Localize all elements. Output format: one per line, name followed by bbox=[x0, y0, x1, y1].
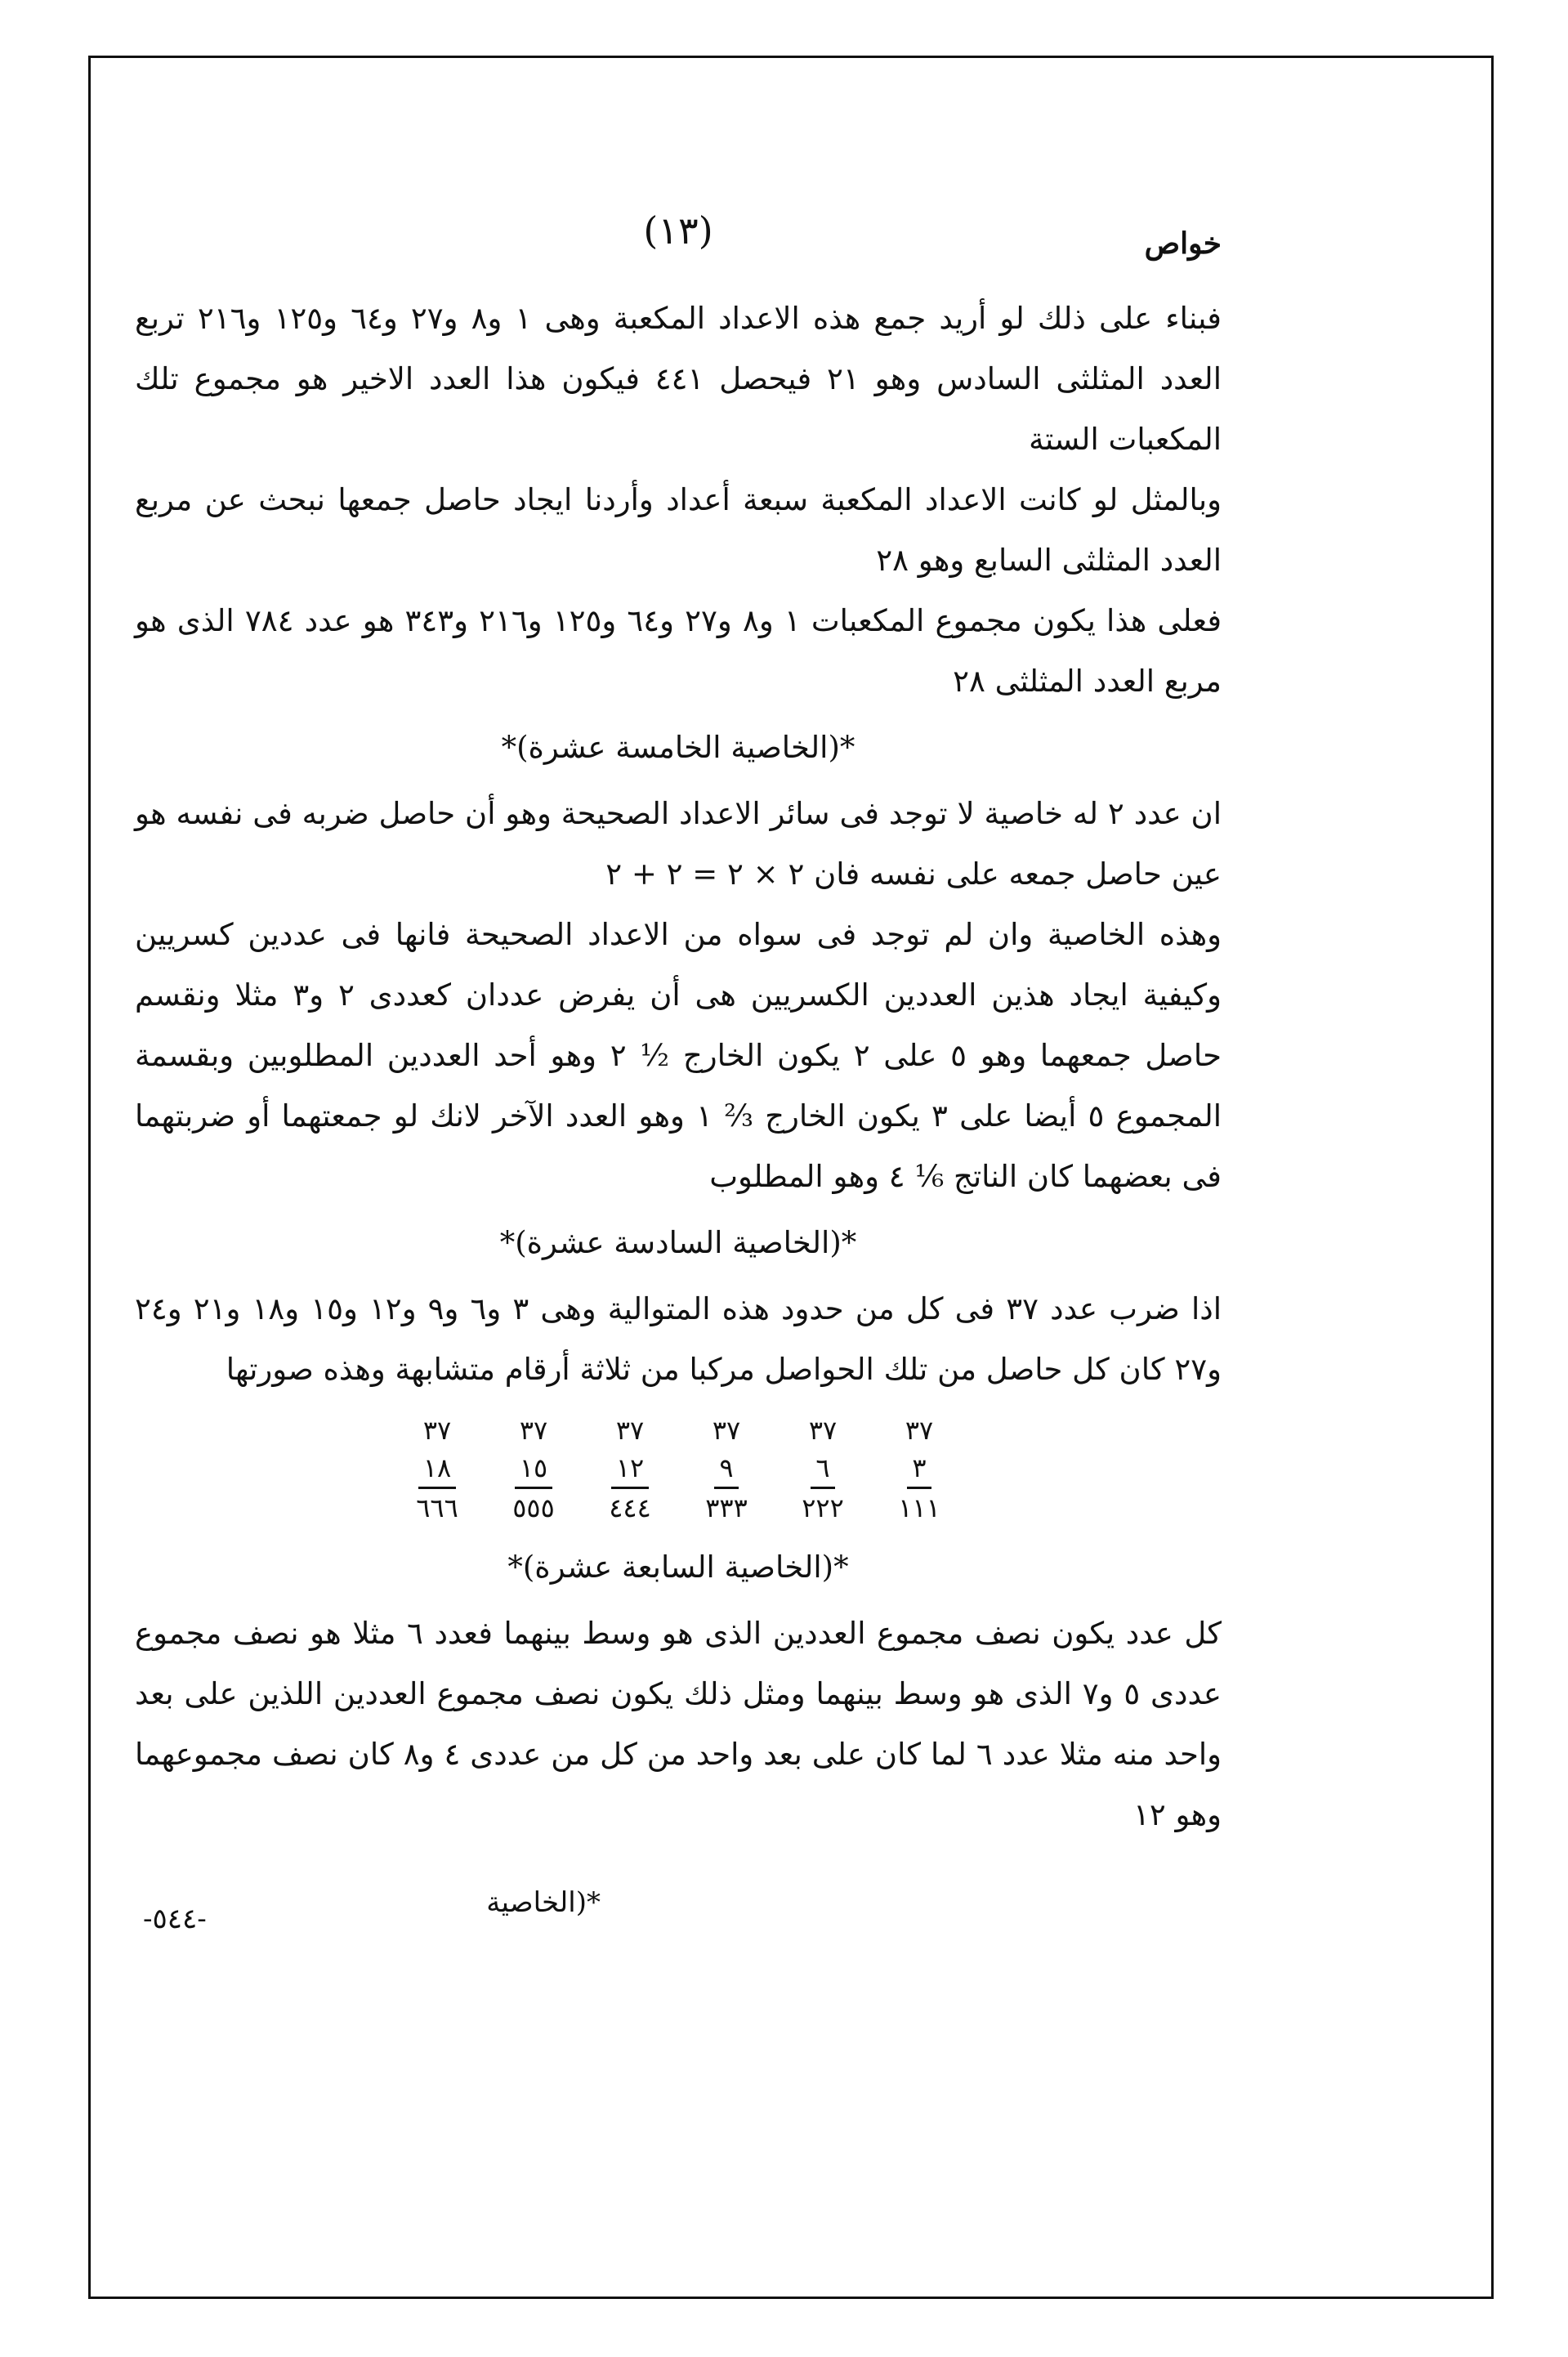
paragraph-4: ان عدد ٢ له خاصية لا توجد فى سائر الاعداد الصحيحة وهو أن حاصل ضربه فى نفسه هو عين حاصل جمعه على نفسه فان ٢ × ٢ = ٢ + ٢ bbox=[135, 796, 1222, 892]
table-product: ٥٥٥ bbox=[512, 1492, 555, 1523]
table-product: ٦٦٦ bbox=[416, 1492, 458, 1523]
document-page bbox=[135, 208, 1222, 1952]
paragraph-7: كل عدد يكون نصف مجموع العددين الذى هو وسط بينهما فعدد ٦ مثلا هو نصف مجموع عددى ٥ و٧ الذى هو وسط بينهما ومثل ذلك يكون نصف مجموع العددين اللذين على بعد واحد منه مثلا عدد ٦ لما كان على بعد واحد من كل من عددى ٤ و٨ كان نصف مجموعهما وهو ١٢ bbox=[135, 1616, 1222, 1832]
multiplication-table bbox=[135, 1411, 1222, 1527]
table-term: ١٥ bbox=[515, 1449, 552, 1489]
section-heading-15: *(الخاصية الخامسة عشرة)* bbox=[501, 730, 855, 765]
table-term: ٩ bbox=[714, 1449, 738, 1489]
table-column bbox=[601, 1411, 659, 1527]
table-term: ١٢ bbox=[611, 1449, 649, 1489]
table-term: ٦ bbox=[811, 1449, 834, 1489]
section-heading-16: *(الخاصية السادسة عشرة)* bbox=[499, 1225, 857, 1260]
table-column bbox=[409, 1411, 466, 1527]
paragraph-2: وبالمثل لو كانت الاعداد المكعبة سبعة أعداد وأردنا ايجاد حاصل جمعها نبحث عن مربع العدد المثلثى السابع وهو ٢٨ bbox=[135, 482, 1222, 578]
table-multiplier: ٣٧ bbox=[712, 1415, 741, 1446]
paragraph-5: وهذه الخاصية وان لم توجد فى سواه من الاعداد الصحيحة فانها فى عددين كسريين وكيفية ايجاد هذين العددين الكسريين هى أن يفرض عددان كعددى ٢ و٣ مثلا ونقسم حاصل جمعهما وهو ٥ على ٢ يكون الخارج ½ ٢ وهو أحد العددين المطلوبين وبقسمة المجموع ٥ أيضا على ٣ يكون الخارج ⅔ ١ وهو العدد الآخر لانك لو جمعتهما أو ضربتهما فى بعضهما كان الناتج ⅙ ٤ وهو المطلوب bbox=[135, 917, 1222, 1194]
table-column bbox=[891, 1411, 948, 1527]
paragraph-3: فعلى هذا يكون مجموع المكعبات ١ و٨ و٢٧ و٦٤ و١٢٥ و٢١٦ و٣٤٣ هو عدد ٧٨٤ الذى هو مربع العدد المثلثى ٢٨ bbox=[135, 603, 1222, 699]
paragraph-1: فبناء على ذلك لو أريد جمع هذه الاعداد المكعبة وهى ١ و٨ و٢٧ و٦٤ و١٢٥ و٢١٦ تربع العدد المثلثى السادس وهو ٢١ فيحصل ٤٤١ فيكون هذا العدد الاخير هو مجموع تلك المكعبات الستة bbox=[135, 301, 1222, 457]
table-multiplier: ٣٧ bbox=[615, 1415, 645, 1446]
table-column bbox=[505, 1411, 562, 1527]
table-product: ١١١ bbox=[898, 1492, 940, 1523]
table-product: ٢٢٢ bbox=[802, 1492, 844, 1523]
page-header bbox=[135, 208, 1222, 274]
table-term: ٣ bbox=[907, 1449, 931, 1489]
table-multiplier: ٣٧ bbox=[905, 1415, 934, 1446]
section-heading-17: *(الخاصية السابعة عشرة)* bbox=[507, 1550, 849, 1585]
table-multiplier: ٣٧ bbox=[422, 1415, 452, 1446]
table-product: ٤٤٤ bbox=[609, 1492, 651, 1523]
table-column bbox=[794, 1411, 851, 1527]
table-multiplier: ٣٧ bbox=[808, 1415, 838, 1446]
table-term: ١٨ bbox=[418, 1449, 456, 1489]
page-footer bbox=[135, 1878, 1222, 1952]
table-multiplier: ٣٧ bbox=[519, 1415, 548, 1446]
table-product: ٣٣٣ bbox=[705, 1492, 748, 1523]
page-number: -٥٤٤- bbox=[143, 1903, 207, 1935]
catchword: *(الخاصية bbox=[486, 1886, 601, 1919]
paragraph-6: اذا ضرب عدد ٣٧ فى كل من حدود هذه المتوالية وهى ٣ و٦ و٩ و١٢ و١٥ و١٨ و٢١ و٢٤ و٢٧ كان كل حاصل من تلك الحواصل مركبا من ثلاثة أرقام متشابهة وهذه صورتها bbox=[135, 1291, 1222, 1387]
running-title: خواص bbox=[1144, 226, 1222, 261]
table-column bbox=[698, 1411, 755, 1527]
section-number: (١٣) bbox=[643, 208, 713, 253]
